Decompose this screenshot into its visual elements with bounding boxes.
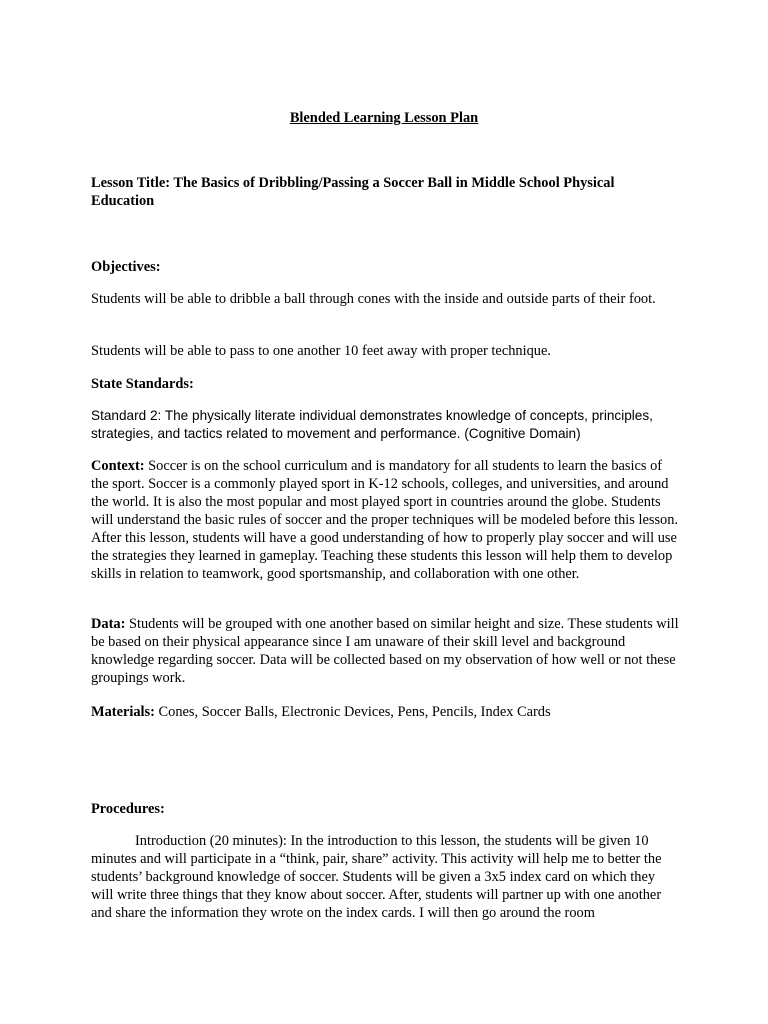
context-label: Context: xyxy=(91,458,145,474)
procedures-heading-text: Procedures: xyxy=(91,801,165,817)
objective-2: Students will be able to pass to one another 10 feet away with proper technique. xyxy=(91,343,551,359)
data-text: Students will be grouped with one another based on similar height and size. These students will be based on their physical appearance since I am unaware of their skill level and background knowledge regarding soccer. Data will be collected based on my observation of how well or not these groupings work. xyxy=(91,616,679,686)
lesson-title-text: Lesson Title: The Basics of Dribbling/Passing a Soccer Ball in Middle School Physical Education xyxy=(91,175,615,209)
materials-label: Materials: xyxy=(91,704,155,720)
objectives-heading xyxy=(91,258,679,276)
document-title: Blended Learning Lesson Plan xyxy=(289,110,479,126)
standards-heading xyxy=(91,375,679,393)
materials-paragraph xyxy=(91,703,679,721)
context-paragraph xyxy=(91,457,679,583)
context-text: Soccer is on the school curriculum and is mandatory for all students to learn the basics of the sport. Soccer is a commonly played sport in K-12 schools, colleges, and universities, and around the world. It is also the most popular and most played sport in countries around the globe. Students will understand the basic rules of soccer and the proper techniques will be modeled before this lesson. After this lesson, students will have a good understanding of how to properly play soccer and will use the strategies they learned in gameplay. Teaching these students this lesson will help them to develop skills in relation to teamwork, good sportsmanship, and collaboration with one other. xyxy=(91,458,679,582)
materials-text: Cones, Soccer Balls, Electronic Devices, Pens, Pencils, Index Cards xyxy=(154,704,551,720)
procedures-intro: Introduction (20 minutes): In the introduction to this lesson, the students will be given 10 minutes and will participate in a “think, pair, share” activity. This activity will help me to better the students’ background knowledge of soccer. Students will be given a 3x5 index card on which they will write three things that they know about soccer. After, students will partner up with one another and share the information they wrote on the index cards. I will then go around the room xyxy=(91,833,662,921)
objectives-heading-text: Objectives: xyxy=(91,259,161,275)
standard-2: Standard 2: The physically literate individual demonstrates knowledge of concepts, principles, strategies, and tactics related to movement and performance. (Cognitive Domain) xyxy=(91,408,653,441)
data-label: Data: xyxy=(91,616,126,632)
standards-heading-text: State Standards: xyxy=(91,376,194,392)
data-paragraph xyxy=(91,615,679,687)
objective-1: Students will be able to dribble a ball through cones with the inside and outside parts of their foot. xyxy=(91,291,656,307)
procedures-heading xyxy=(91,800,679,818)
lesson-title xyxy=(91,174,679,210)
